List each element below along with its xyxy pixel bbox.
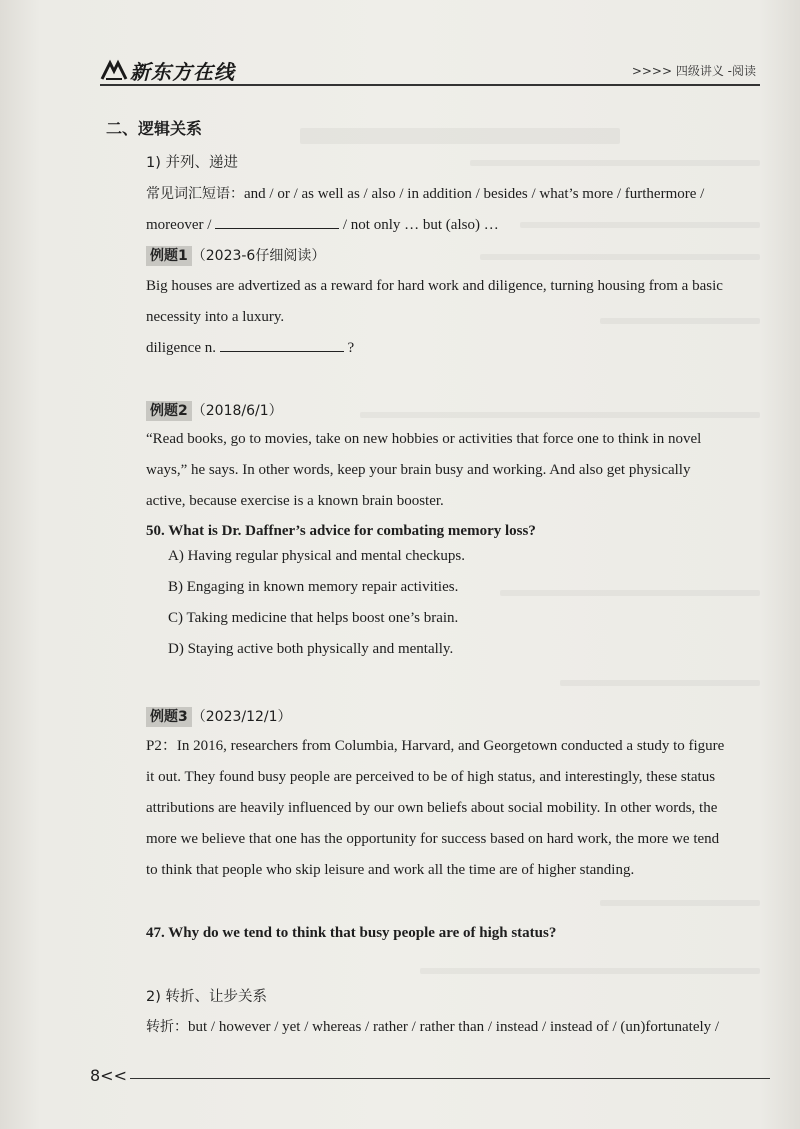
passage-line: to think that people who skip leisure and work all the time are of higher standing. xyxy=(146,862,635,878)
passage-line: P2：In 2016, researchers from Columbia, Harvard, and Georgetown conducted a study to figure xyxy=(146,738,725,754)
vocab-list-2a: moreover / xyxy=(146,217,212,233)
example-label: 例题3 xyxy=(146,707,192,727)
page-footer xyxy=(90,1066,770,1090)
page-header xyxy=(100,48,760,88)
fill-blank[interactable] xyxy=(215,214,339,229)
question-mark: ? xyxy=(347,340,355,356)
option-b[interactable]: B) Engaging in known memory repair activities. xyxy=(168,579,459,595)
passage-line: active, because exercise is a known brain booster. xyxy=(146,493,444,509)
fill-blank[interactable] xyxy=(220,337,344,352)
vocab-list-1: and / or / as well as / also / in addition / besides / what’s more / furthermore / xyxy=(244,186,705,202)
question-47: 47. Why do we tend to think that busy people are of high status? xyxy=(146,925,557,941)
subsection-title-1: 1) 并列、递进 xyxy=(146,155,238,171)
vocab-list-2b: / not only … but (also) … xyxy=(342,217,499,233)
example-2-header xyxy=(146,396,764,427)
header-section-label: >>>> 四级讲义 -阅读 xyxy=(631,64,756,78)
passage-line: more we believe that one has the opportunity for success based on hard work, the more we tend xyxy=(146,831,720,847)
vocab-prefix: 常见词汇短语： xyxy=(146,186,244,202)
contrast-vocab-line xyxy=(146,1012,764,1043)
passage-line: it out. They found busy people are perceived to be of high status, and interestingly, these status xyxy=(146,769,716,785)
example-source: （2023/12/1） xyxy=(191,709,292,725)
example-source: （2023-6仔细阅读） xyxy=(191,248,326,264)
vocab-line-2 xyxy=(146,210,764,241)
contrast-list: but / however / yet / whereas / rather / rather than / instead / instead of / (un)fortunately / xyxy=(188,1019,720,1035)
example-1-line-1: Big houses are advertized as a reward for hard work and diligence, turning housing from a basic xyxy=(146,278,723,294)
option-a[interactable]: A) Having regular physical and mental checkups. xyxy=(168,548,465,564)
contrast-prefix: 转折： xyxy=(146,1019,188,1035)
example-label: 例题2 xyxy=(146,401,192,421)
section-title: 二、逻辑关系 xyxy=(106,119,203,138)
question-50: 50. What is Dr. Daffner’s advice for combating memory loss? xyxy=(146,523,536,539)
example-label: 例题1 xyxy=(146,246,192,266)
option-d[interactable]: D) Staying active both physically and mentally. xyxy=(168,641,454,657)
passage-line: “Read books, go to movies, take on new hobbies or activities that force one to think in novel xyxy=(146,431,702,447)
example-2-passage xyxy=(146,424,764,517)
subsection-title-2: 2) 转折、让步关系 xyxy=(146,989,267,1005)
example-3-header xyxy=(146,702,764,733)
example-source: （2018/6/1） xyxy=(191,403,283,419)
passage-line: ways,” he says. In other words, keep your brain busy and working. And also get physically xyxy=(146,462,691,478)
vocab-word: diligence n. xyxy=(146,340,216,356)
example-1-header xyxy=(146,241,764,272)
footer-rule xyxy=(130,1078,770,1079)
example-1-line-2: necessity into a luxury. xyxy=(146,309,285,325)
logo-text: 新东方在线 xyxy=(130,60,235,84)
option-c[interactable]: C) Taking medicine that helps boost one’s brain. xyxy=(168,610,459,626)
vocab-line-1 xyxy=(146,179,764,210)
example-3-passage xyxy=(146,731,764,886)
header-rule xyxy=(100,84,760,86)
passage-line: attributions are heavily influenced by our own beliefs about social mobility. In other words, the xyxy=(146,800,718,816)
brand-logo xyxy=(100,56,235,85)
logo-mark-icon xyxy=(100,59,128,83)
page-number: 8<< xyxy=(90,1066,127,1085)
example-1-vocab xyxy=(146,333,764,364)
